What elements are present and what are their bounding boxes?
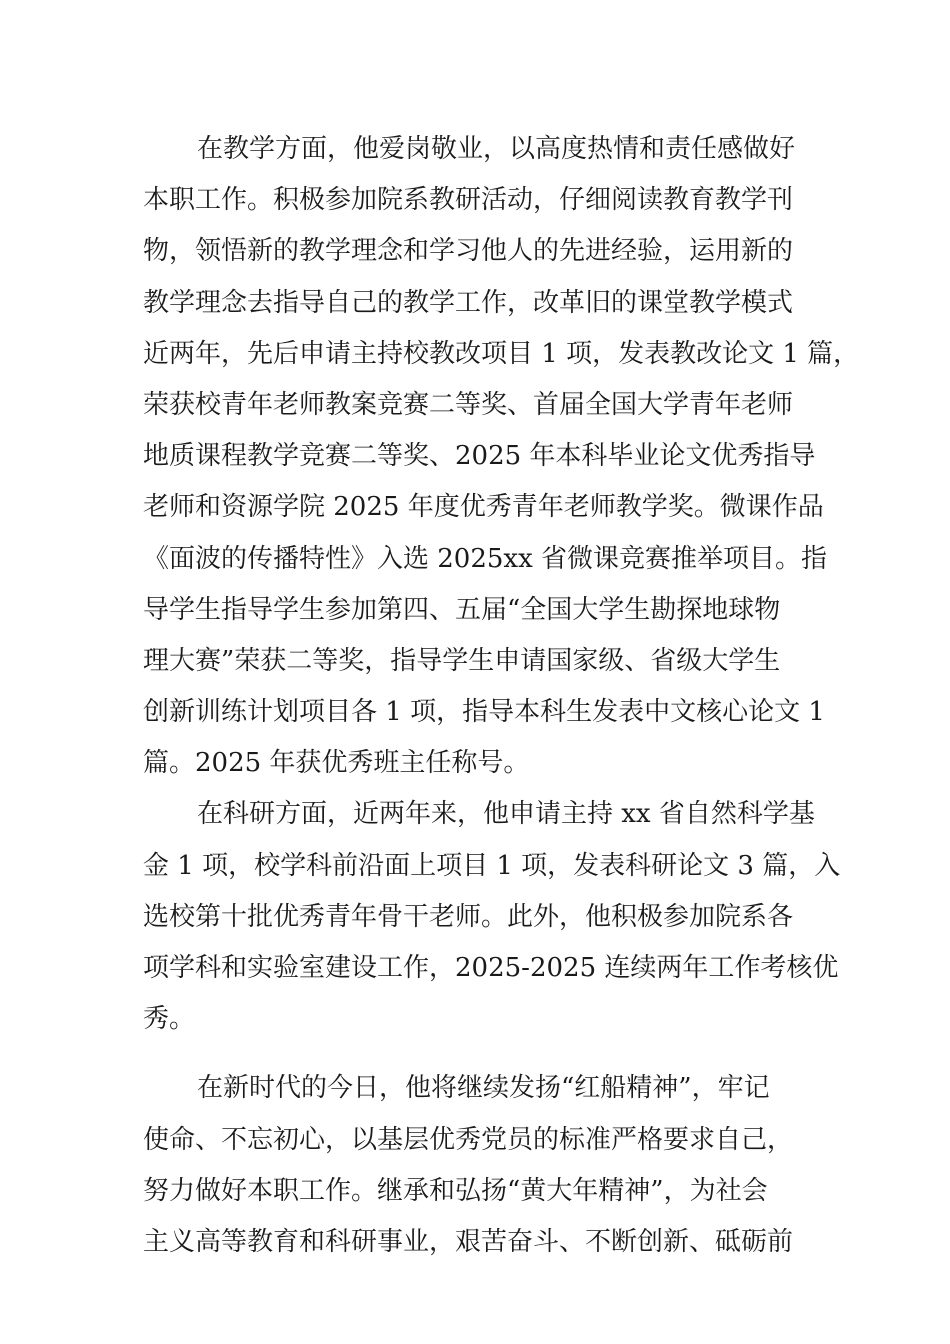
text-line: 使命、不忘初心，以基层优秀党员的标准严格要求自己， [143, 1124, 794, 1155]
text-line: 教学理念去指导自己的教学工作，改革旧的课堂教学模式 [143, 287, 794, 318]
text-line: 秀。 [143, 1004, 196, 1035]
paragraph-research [143, 789, 841, 1045]
text-line: 老师和资源学院 2025 年度优秀青年老师教学奖。微课作品 [143, 492, 824, 523]
text-line: 主义高等教育和科研事业，艰苦奋斗、不断创新、砥砺前 [143, 1226, 794, 1257]
text-line: 在教学方面，他爱岗敬业，以高度热情和责任感做好 [197, 134, 796, 164]
paragraph-teaching [143, 124, 860, 789]
text-line: 本职工作。积极参加院系教研活动，仔细阅读教育教学刊 [143, 185, 794, 216]
paragraph-new-era [143, 1063, 813, 1268]
text-line: 在新时代的今日，他将继续发扬“红船精神”，牢记 [197, 1073, 770, 1104]
text-line: 创新训练计划项目各 1 项，指导本科生发表中文核心论文 1 [143, 697, 825, 728]
text-line: 努力做好本职工作。继承和弘扬“黄大年精神”，为社会 [143, 1175, 768, 1206]
text-line: 导学生指导学生参加第四、五届“全国大学生勘探地球物 [143, 594, 781, 625]
text-line: 近两年，先后申请主持校教改项目 1 项，发表教改论文 1 篇， [143, 338, 860, 369]
text-line: 理大赛”荣获二等奖，指导学生申请国家级、省级大学生 [143, 645, 781, 676]
text-line: 物，领悟新的教学理念和学习他人的先进经验，运用新的 [143, 236, 794, 267]
body-text [143, 124, 860, 1268]
text-line: 篇。2025 年获优秀班主任称号。 [143, 748, 530, 779]
text-line: 《面波的传播特性》入选 2025xx 省微课竞赛推举项目。指 [143, 543, 828, 574]
text-line: 地质课程教学竞赛二等奖、2025 年本科毕业论文优秀指导 [143, 441, 816, 472]
text-line: 荣获校青年老师教案竞赛二等奖、首届全国大学青年老师 [143, 389, 794, 420]
text-line: 金 1 项，校学科前沿面上项目 1 项，发表科研论文 3 篇，入 [143, 850, 841, 881]
text-line: 选校第十批优秀青年骨干老师。此外，他积极参加院系各 [143, 901, 794, 932]
text-line: 在科研方面，近两年来，他申请主持 xx 省自然科学基 [197, 799, 815, 830]
paragraph-spacer [143, 1045, 813, 1063]
text-line: 项学科和实验室建设工作，2025-2025 连续两年工作考核优 [143, 953, 839, 983]
